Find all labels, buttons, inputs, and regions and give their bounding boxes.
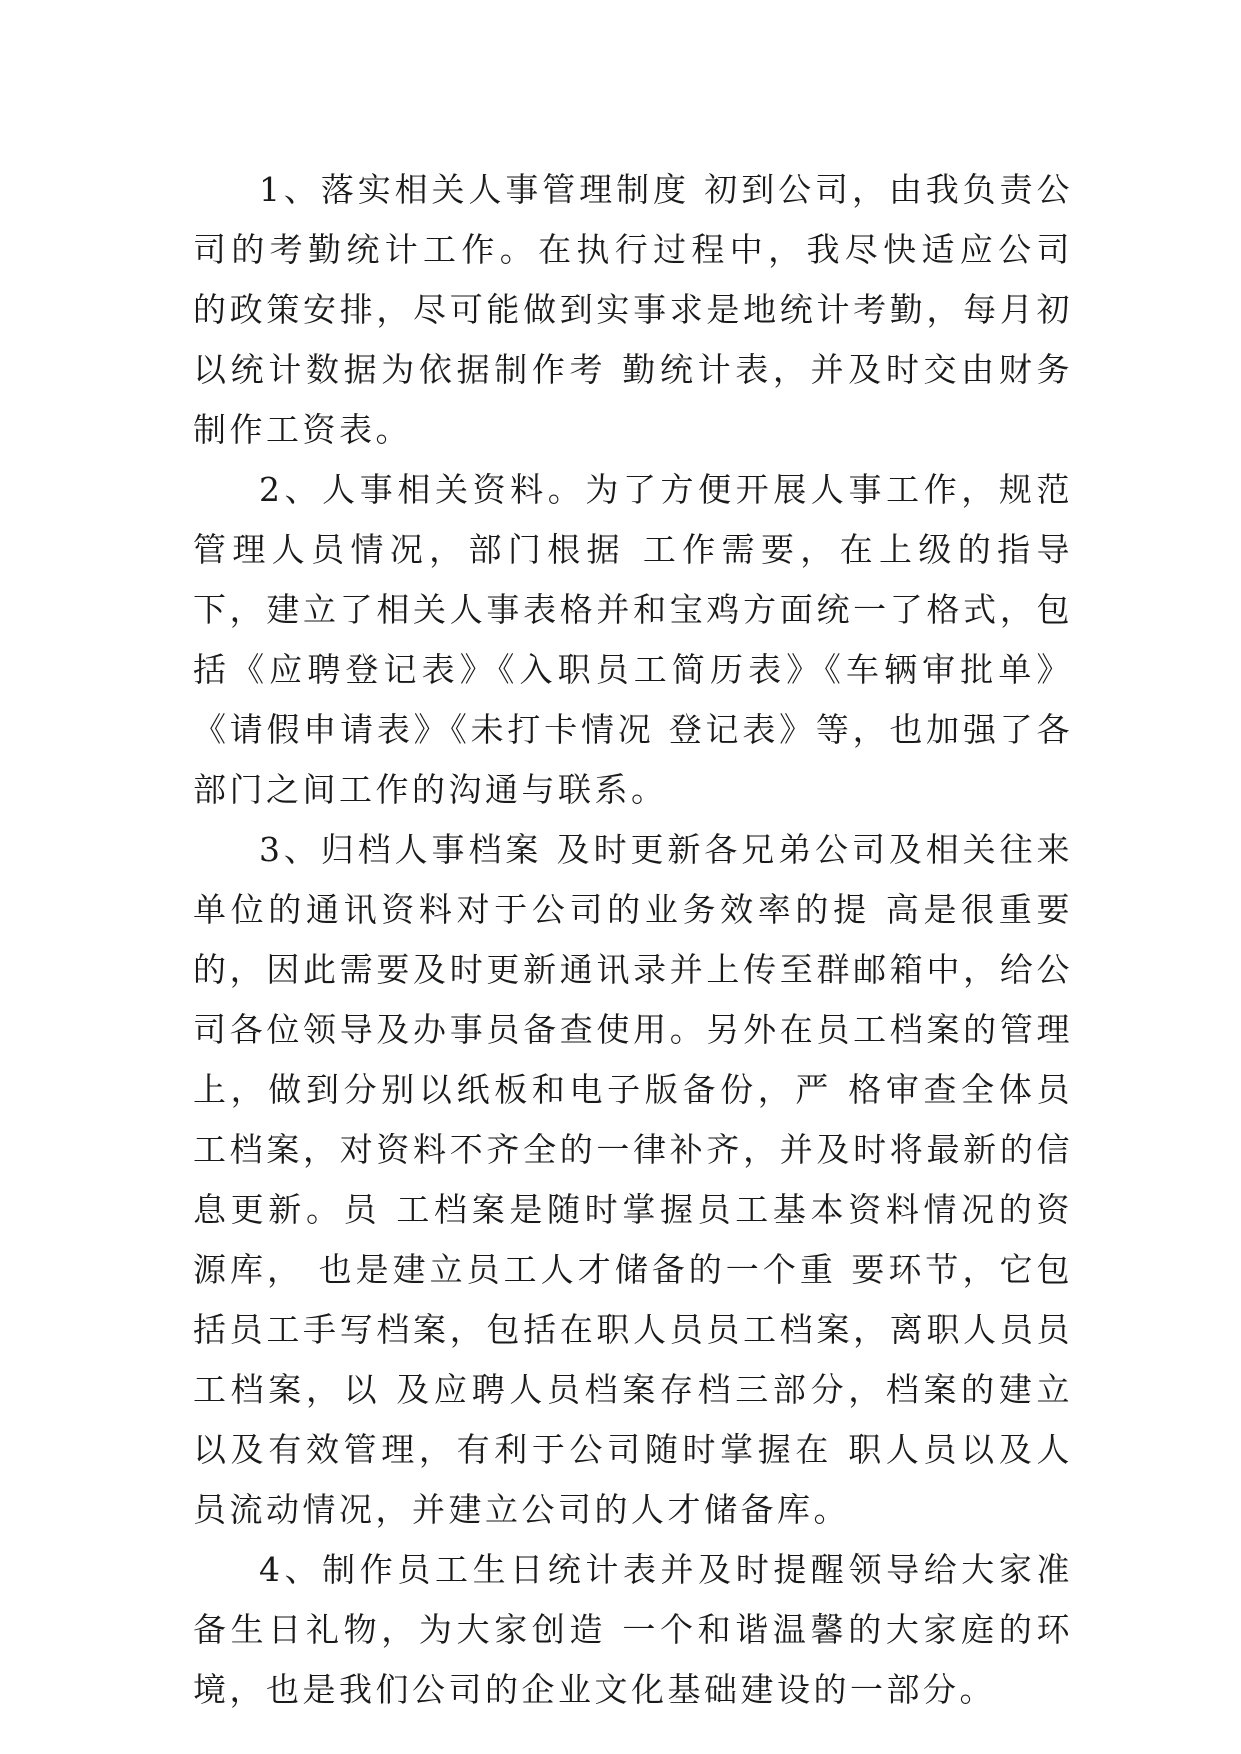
paragraph-2: 2、人事相关资料。为了方便开展人事工作，规范管理人员情况，部门根据 工作需要，在上级的指导下，建立了相关人事表格并和宝鸡方面统一了格式，包 括《应聘登记表》《入职员工简历表》《车辆审批单》《请假申请表》《未打卡情况 登记表》等，也加强了各部门之间工作的沟通与联系。 [193,470,1073,809]
document-body [193,160,1073,1720]
paragraph-1: 1、落实相关人事管理制度 初到公司，由我负责公司的考勤统计工作。在执行过程中，我尽快适应公司 的政策安排，尽可能做到实事求是地统计考勤，每月初以统计数据为依据制作考 勤统计表，并及时交由财务制作工资表。 [193,170,1073,449]
paragraph-4: 4、制作员工生日统计表并及时提醒领导给大家准备生日礼物，为大家创造 一个和谐温馨的大家庭的环境，也是我们公司的企业文化基础建设的一部分。 [193,1550,1073,1709]
paragraph-3: 3、归档人事档案 及时更新各兄弟公司及相关往来单位的通讯资料对于公司的业务效率的提 高是很重要的，因此需要及时更新通讯录并上传至群邮箱中，给公司各位领导及办事员备查使用。另外在员工档案的管理上，做到分别以纸板和电子版备份，严 格审查全体员工档案，对资料不齐全的一律补齐，并及时将最新的信息更新。员 工档案是随时掌握员工基本资料情况的资源库， 也是建立员工人才储备的一个重 要环节，它包括员工手写档案，包括在职人员员工档案，离职人员员工档案，以 及应聘人员档案存档三部分，档案的建立以及有效管理，有利于公司随时掌握在 职人员以及人员流动情况，并建立公司的人才储备库。 [193,830,1073,1529]
